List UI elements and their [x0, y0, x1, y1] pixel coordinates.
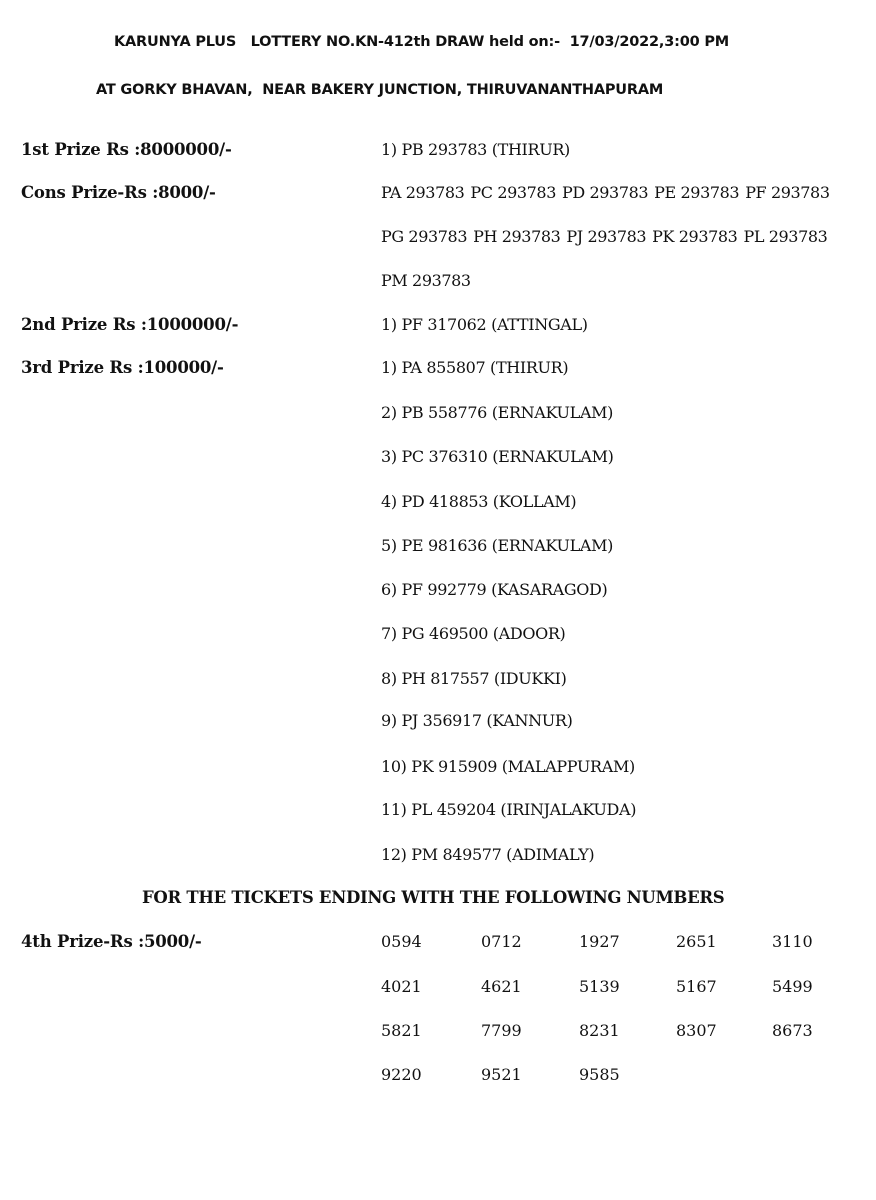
fourth-prize-number: 7799 [481, 1021, 522, 1040]
third-prize-winner: 5) PE 981636 (ERNAKULAM) [381, 536, 613, 555]
third-prize-winner: 10) PK 915909 (MALAPPURAM) [381, 757, 635, 776]
third-prize-winner: 11) PL 459204 (IRINJALAKUDA) [381, 800, 637, 819]
ending-numbers-heading: FOR THE TICKETS ENDING WITH THE FOLLOWING NUMBERS [142, 888, 725, 907]
fourth-prize-number: 8307 [676, 1021, 717, 1040]
fourth-prize-number: 4621 [481, 977, 522, 996]
cons-ticket: PC 293783 [470, 183, 556, 202]
cons-ticket: PJ 293783 [566, 227, 647, 246]
third-prize-winner: 7) PG 469500 (ADOOR) [381, 624, 566, 643]
fourth-prize-label: 4th Prize-Rs :5000/- [21, 932, 202, 951]
draw-venue: AT GORKY BHAVAN, NEAR BAKERY JUNCTION, THIRUVANANTHAPURAM [96, 82, 664, 98]
fourth-prize-number: 2651 [676, 932, 717, 951]
fourth-prize-number: 8673 [772, 1021, 813, 1040]
fourth-prize-number: 9220 [381, 1065, 422, 1084]
fourth-prize-number: 9521 [481, 1065, 522, 1084]
fourth-prize-number: 5139 [579, 977, 620, 996]
third-prize-winner: 12) PM 849577 (ADIMALY) [381, 845, 595, 864]
third-prize-label: 3rd Prize Rs :100000/- [21, 358, 224, 377]
fourth-prize-number: 5167 [676, 977, 717, 996]
cons-prize-row [381, 227, 833, 246]
cons-ticket: PF 293783 [745, 183, 830, 202]
fourth-prize-number: 5821 [381, 1021, 422, 1040]
first-prize-winner: 1) PB 293783 (THIRUR) [381, 140, 570, 159]
second-prize-label: 2nd Prize Rs :1000000/- [21, 315, 239, 334]
first-prize-label: 1st Prize Rs :8000000/- [21, 140, 232, 159]
cons-ticket: PA 293783 [381, 183, 465, 202]
fourth-prize-number: 3110 [772, 932, 813, 951]
third-prize-winner: 9) PJ 356917 (KANNUR) [381, 711, 573, 730]
third-prize-winner: 1) PA 855807 (THIRUR) [381, 358, 569, 377]
fourth-prize-number: 1927 [579, 932, 620, 951]
cons-prize-row [381, 183, 836, 202]
third-prize-winner: 6) PF 992779 (KASARAGOD) [381, 580, 608, 599]
third-prize-winner: 3) PC 376310 (ERNAKULAM) [381, 447, 614, 466]
cons-ticket: PE 293783 [654, 183, 740, 202]
third-prize-winner: 8) PH 817557 (IDUKKI) [381, 669, 567, 688]
cons-ticket: PK 293783 [652, 227, 738, 246]
cons-prize-label: Cons Prize-Rs :8000/- [21, 183, 216, 202]
third-prize-winner: 4) PD 418853 (KOLLAM) [381, 492, 577, 511]
draw-title: KARUNYA PLUS LOTTERY NO.KN-412th DRAW held on:- 17/03/2022,3:00 PM [114, 34, 729, 50]
cons-ticket: PD 293783 [562, 183, 649, 202]
fourth-prize-number: 9585 [579, 1065, 620, 1084]
second-prize-winner: 1) PF 317062 (ATTINGAL) [381, 315, 588, 334]
cons-ticket: PL 293783 [743, 227, 828, 246]
fourth-prize-number: 8231 [579, 1021, 620, 1040]
fourth-prize-number: 0712 [481, 932, 522, 951]
cons-ticket: PH 293783 [473, 227, 561, 246]
fourth-prize-number: 5499 [772, 977, 813, 996]
cons-prize-row [381, 271, 477, 290]
fourth-prize-number: 0594 [381, 932, 422, 951]
cons-ticket: PM 293783 [381, 271, 471, 290]
fourth-prize-number: 4021 [381, 977, 422, 996]
cons-ticket: PG 293783 [381, 227, 468, 246]
third-prize-winner: 2) PB 558776 (ERNAKULAM) [381, 403, 614, 422]
